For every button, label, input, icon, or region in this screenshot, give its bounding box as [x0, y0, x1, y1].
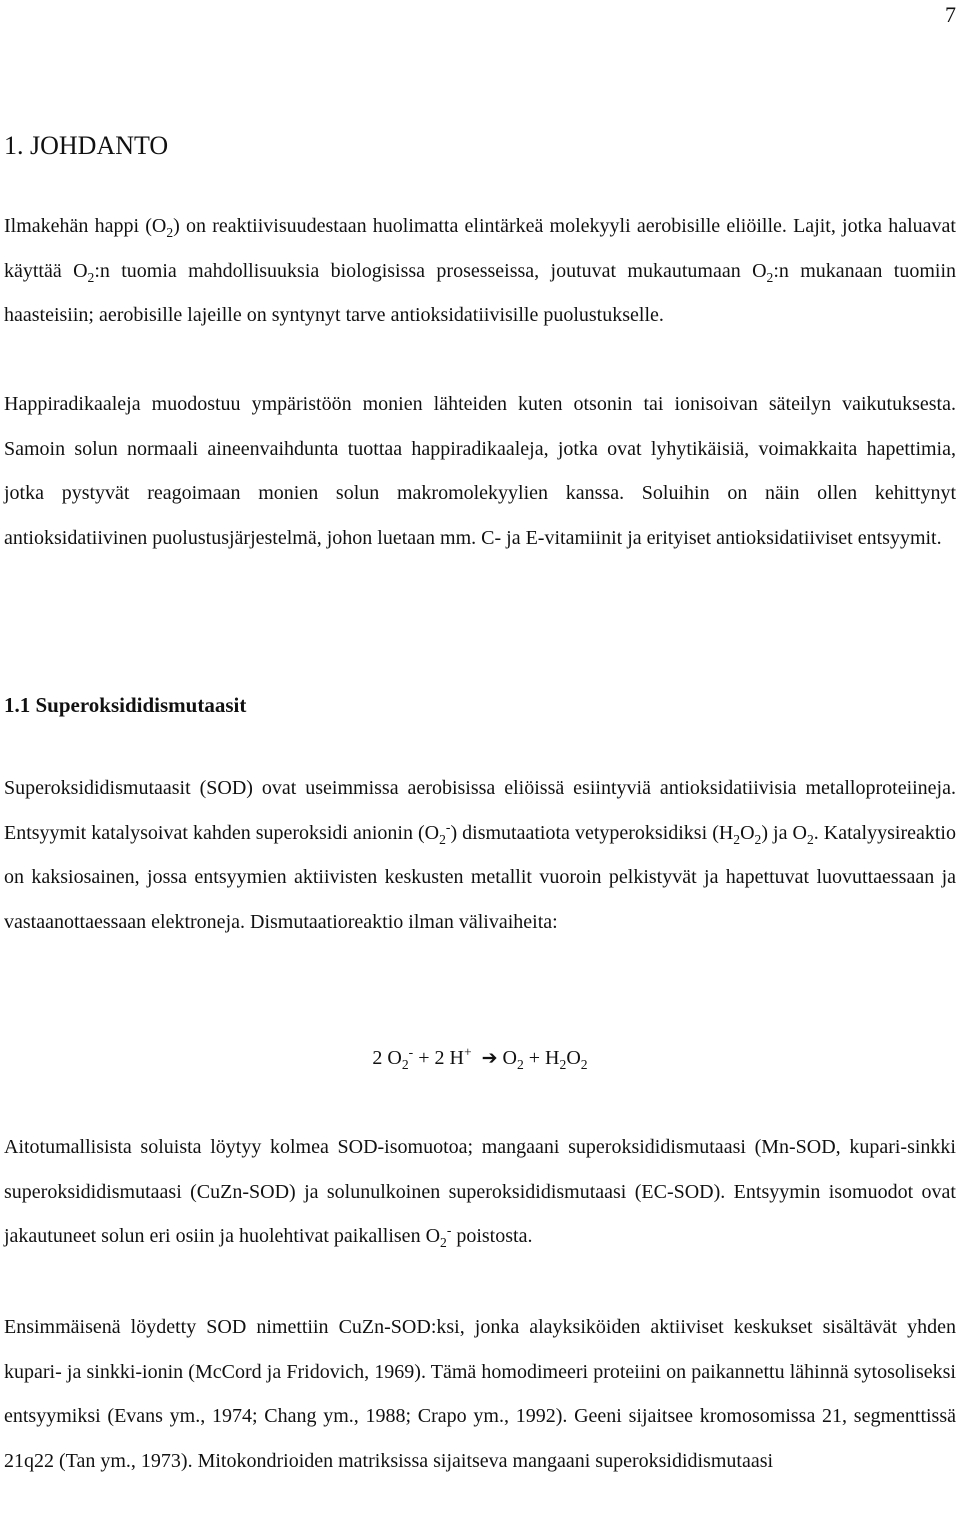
superscript: -	[445, 818, 451, 834]
superscript: +	[463, 1044, 472, 1060]
subscript: 2	[754, 831, 762, 847]
section-title: 1.1 Superoksididismutaasit	[4, 693, 247, 717]
text-run: ) ja O	[761, 821, 807, 844]
subscript: 2	[733, 831, 741, 847]
paragraph-intro	[4, 204, 956, 338]
subscript: 2	[166, 225, 174, 240]
equation-term: O	[566, 1047, 581, 1069]
superscript: -	[408, 1044, 414, 1060]
text-run: ) dismutaatiota vetyperoksidiksi (H	[450, 821, 734, 844]
subscript: 2	[87, 269, 95, 285]
equation-term: + H	[523, 1047, 560, 1069]
text-run: . Katalyysireaktio on kaksiosainen, jossa entsyymien aktiivisten keskusten metallit vuoroin pelkistyvät ja hapettuvat luovuttaessaan ja vastaanottaessaan elektroneja. Dismutaatioreaktio ilman välivaiheita:	[4, 821, 956, 933]
subscript: 2	[806, 831, 814, 847]
chapter-title: 1. JOHDANTO	[4, 131, 169, 160]
paragraph-cuzn-sod: Ensimmäisenä löydetty SOD nimettiin CuZn-SOD:ksi, jonka alayksiköiden aktiiviset keskukset sisältävät yhden kupari- ja sinkki-ionin (McCord ja Fridovich, 1969). Tämä homodimeeri proteiini on paikannettu lähinnä sytosoliseksi entsyymiksi (Evans ym., 1974; Chang ym., 1988; Crapo ym., 1992). Geeni sijaitsee kromosomissa 21, segmenttissä 21q22 (Tan ym., 1973). Mitokondrioiden matriksissa sijaitseva mangaani superoksididismutaasi	[4, 1316, 956, 1472]
arrow-right-icon: ➔	[481, 1047, 498, 1069]
equation-term: + 2 H	[413, 1047, 464, 1069]
subscript: 2	[580, 1057, 588, 1072]
text-run: :n mukanaan tuomiin haasteisiin; aerobisille lajeille on syntynyt tarve antioksidatiivisille puolustukselle.	[4, 259, 957, 327]
subscript: 2	[766, 269, 774, 285]
text-run: Superoksididismutaasit (SOD) ovat useimmissa aerobisissa eliöissä esiintyviä antioksidatiivisia metalloproteiineja. Entsyymit katalysoivat kahden superoksidi anionin (O	[4, 777, 956, 844]
text-run: poistosta.	[451, 1225, 533, 1248]
text-run: ) on reaktiivisuudestaan huolimatta elintärkeä molekyyli aerobisille eliöille. Lajit, jotka haluavat käyttää O	[4, 215, 956, 282]
text-run: Ilmakehän happi (O	[4, 215, 167, 237]
dismutation-equation	[0, 1036, 960, 1080]
paragraph-sod	[4, 766, 956, 944]
equation-term: O	[497, 1047, 517, 1069]
subscript: 2	[401, 1057, 409, 1072]
text-run: O	[740, 821, 755, 844]
paragraph-isoforms	[4, 1125, 956, 1259]
text-run: :n tuomia mahdollisuuksia biologisissa prosesseissa, joutuvat mukautumaan O	[94, 259, 767, 282]
subscript: 2	[559, 1057, 567, 1072]
subscript: 2	[439, 831, 446, 847]
superscript: -	[446, 1222, 452, 1238]
text-run: Aitotumallisista soluista löytyy kolmea SOD-isomuotoa; mangaani superoksididismutaasi (Mn-SOD, kupari-sinkki superoksididismutaasi (CuZn-SOD) ja solunulkoinen superoksididismutaasi (EC-SOD). Entsyymin isomuodot ovat jakautuneet solun eri osiin ja huolehtivat paikallisen O	[4, 1136, 956, 1248]
subscript: 2	[440, 1235, 447, 1251]
subscript: 2	[516, 1057, 524, 1072]
page-number: 7	[945, 2, 956, 27]
paragraph-radicals: Happiradikaaleja muodostuu ympäristöön monien lähteiden kuten otsonin tai ionisoivan säteilyn vaikutuksesta. Samoin solun normaali aineenvaihdunta tuottaa happiradikaaleja, jotka ovat lyhytikäisiä, voimakkaita hapettimia, jotka pystyvät reagoimaan monien solun makromolekyylien kanssa. Soluihin on näin ollen kehittynyt antioksidatiivinen puolustusjärjestelmä, johon luetaan mm. C- ja E-vitamiinit ja erityiset antioksidatiiviset entsyymit.	[4, 393, 956, 549]
equation-term: 2 O	[372, 1047, 402, 1069]
